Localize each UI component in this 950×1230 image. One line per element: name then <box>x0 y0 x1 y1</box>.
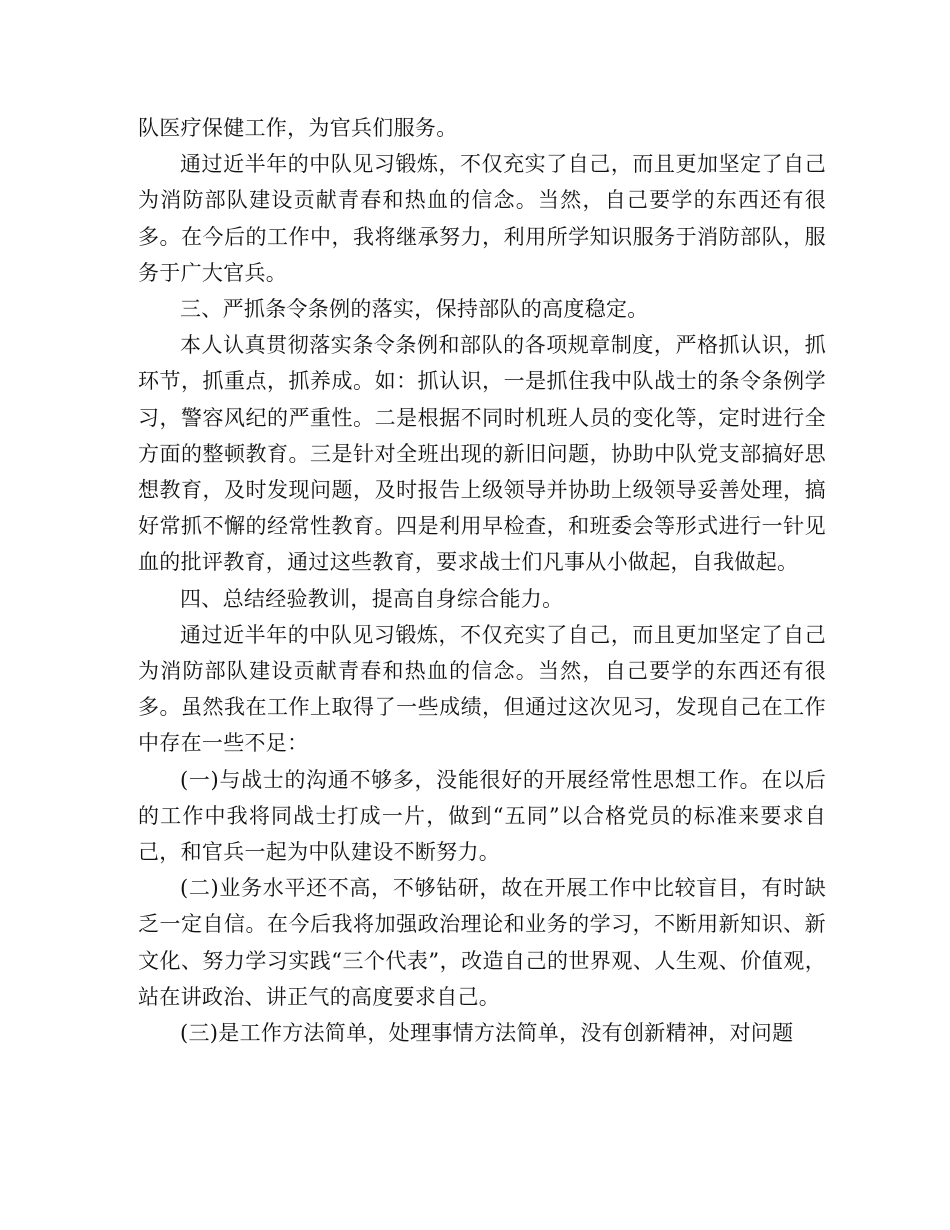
section-heading-3: 三、严抓条令条例的落实，保持部队的高度稳定。 <box>180 297 649 322</box>
list-item-2: (二)业务水平还不高，不够钻研，故在开展工作中比较盲目，有时缺乏一定自信。在今后我将加强政治理论和业务的学习，不断用新知识、新文化、努力学习实践“三个代表”，改造自己的世界观、人生观、价值观，站在讲政治、讲正气的高度要求自己。 <box>138 876 826 1009</box>
list-item-1: (一)与战士的沟通不够多，没能很好的开展经常性思想工作。在以后的工作中我将同战士打成一片，做到“五同”以合格党员的标准来要求自己，和官兵一起为中队建设不断努力。 <box>138 767 826 865</box>
paragraph: 通过近半年的中队见习锻炼，不仅充实了自己，而且更加坚定了自己为消防部队建设贡献青春和热血的信念。当然，自己要学的东西还有很多。在今后的工作中，我将继承努力，利用所学知识服务于消防部队，服务于广大官兵。 <box>138 152 826 285</box>
paragraph: 本人认真贯彻落实条令条例和部队的各项规章制度，严格抓认识，抓环节，抓重点，抓养成。如：抓认识，一是抓住我中队战士的条令条例学习，警容风纪的严重性。二是根据不同时机班人员的变化等，定时进行全方面的整顿教育。三是针对全班出现的新旧问题，协助中队党支部搞好思想教育，及时发现问题，及时报告上级领导并协助上级领导妥善处理，搞好常抓不懈的经常性教育。四是利用早检查，和班委会等形式进行一针见血的批评教育，通过这些教育，要求战士们凡事从小做起，自我做起。 <box>138 333 826 575</box>
section-heading-4: 四、总结经验教训，提高自身综合能力。 <box>180 586 564 611</box>
paragraph: 通过近半年的中队见习锻炼，不仅充实了自己，而且更加坚定了自己为消防部队建设贡献青春和热血的信念。当然，自己要学的东西还有很多。虽然我在工作上取得了一些成绩，但通过这次见习，发现自己在工作中存在一些不足： <box>138 622 826 756</box>
document-body <box>138 110 826 1051</box>
paragraph-continuation: 队医疗保健工作，为官兵们服务。 <box>138 116 458 140</box>
list-item-3: (三)是工作方法简单，处理事情方法简单，没有创新精神，对问题 <box>180 1021 794 1046</box>
